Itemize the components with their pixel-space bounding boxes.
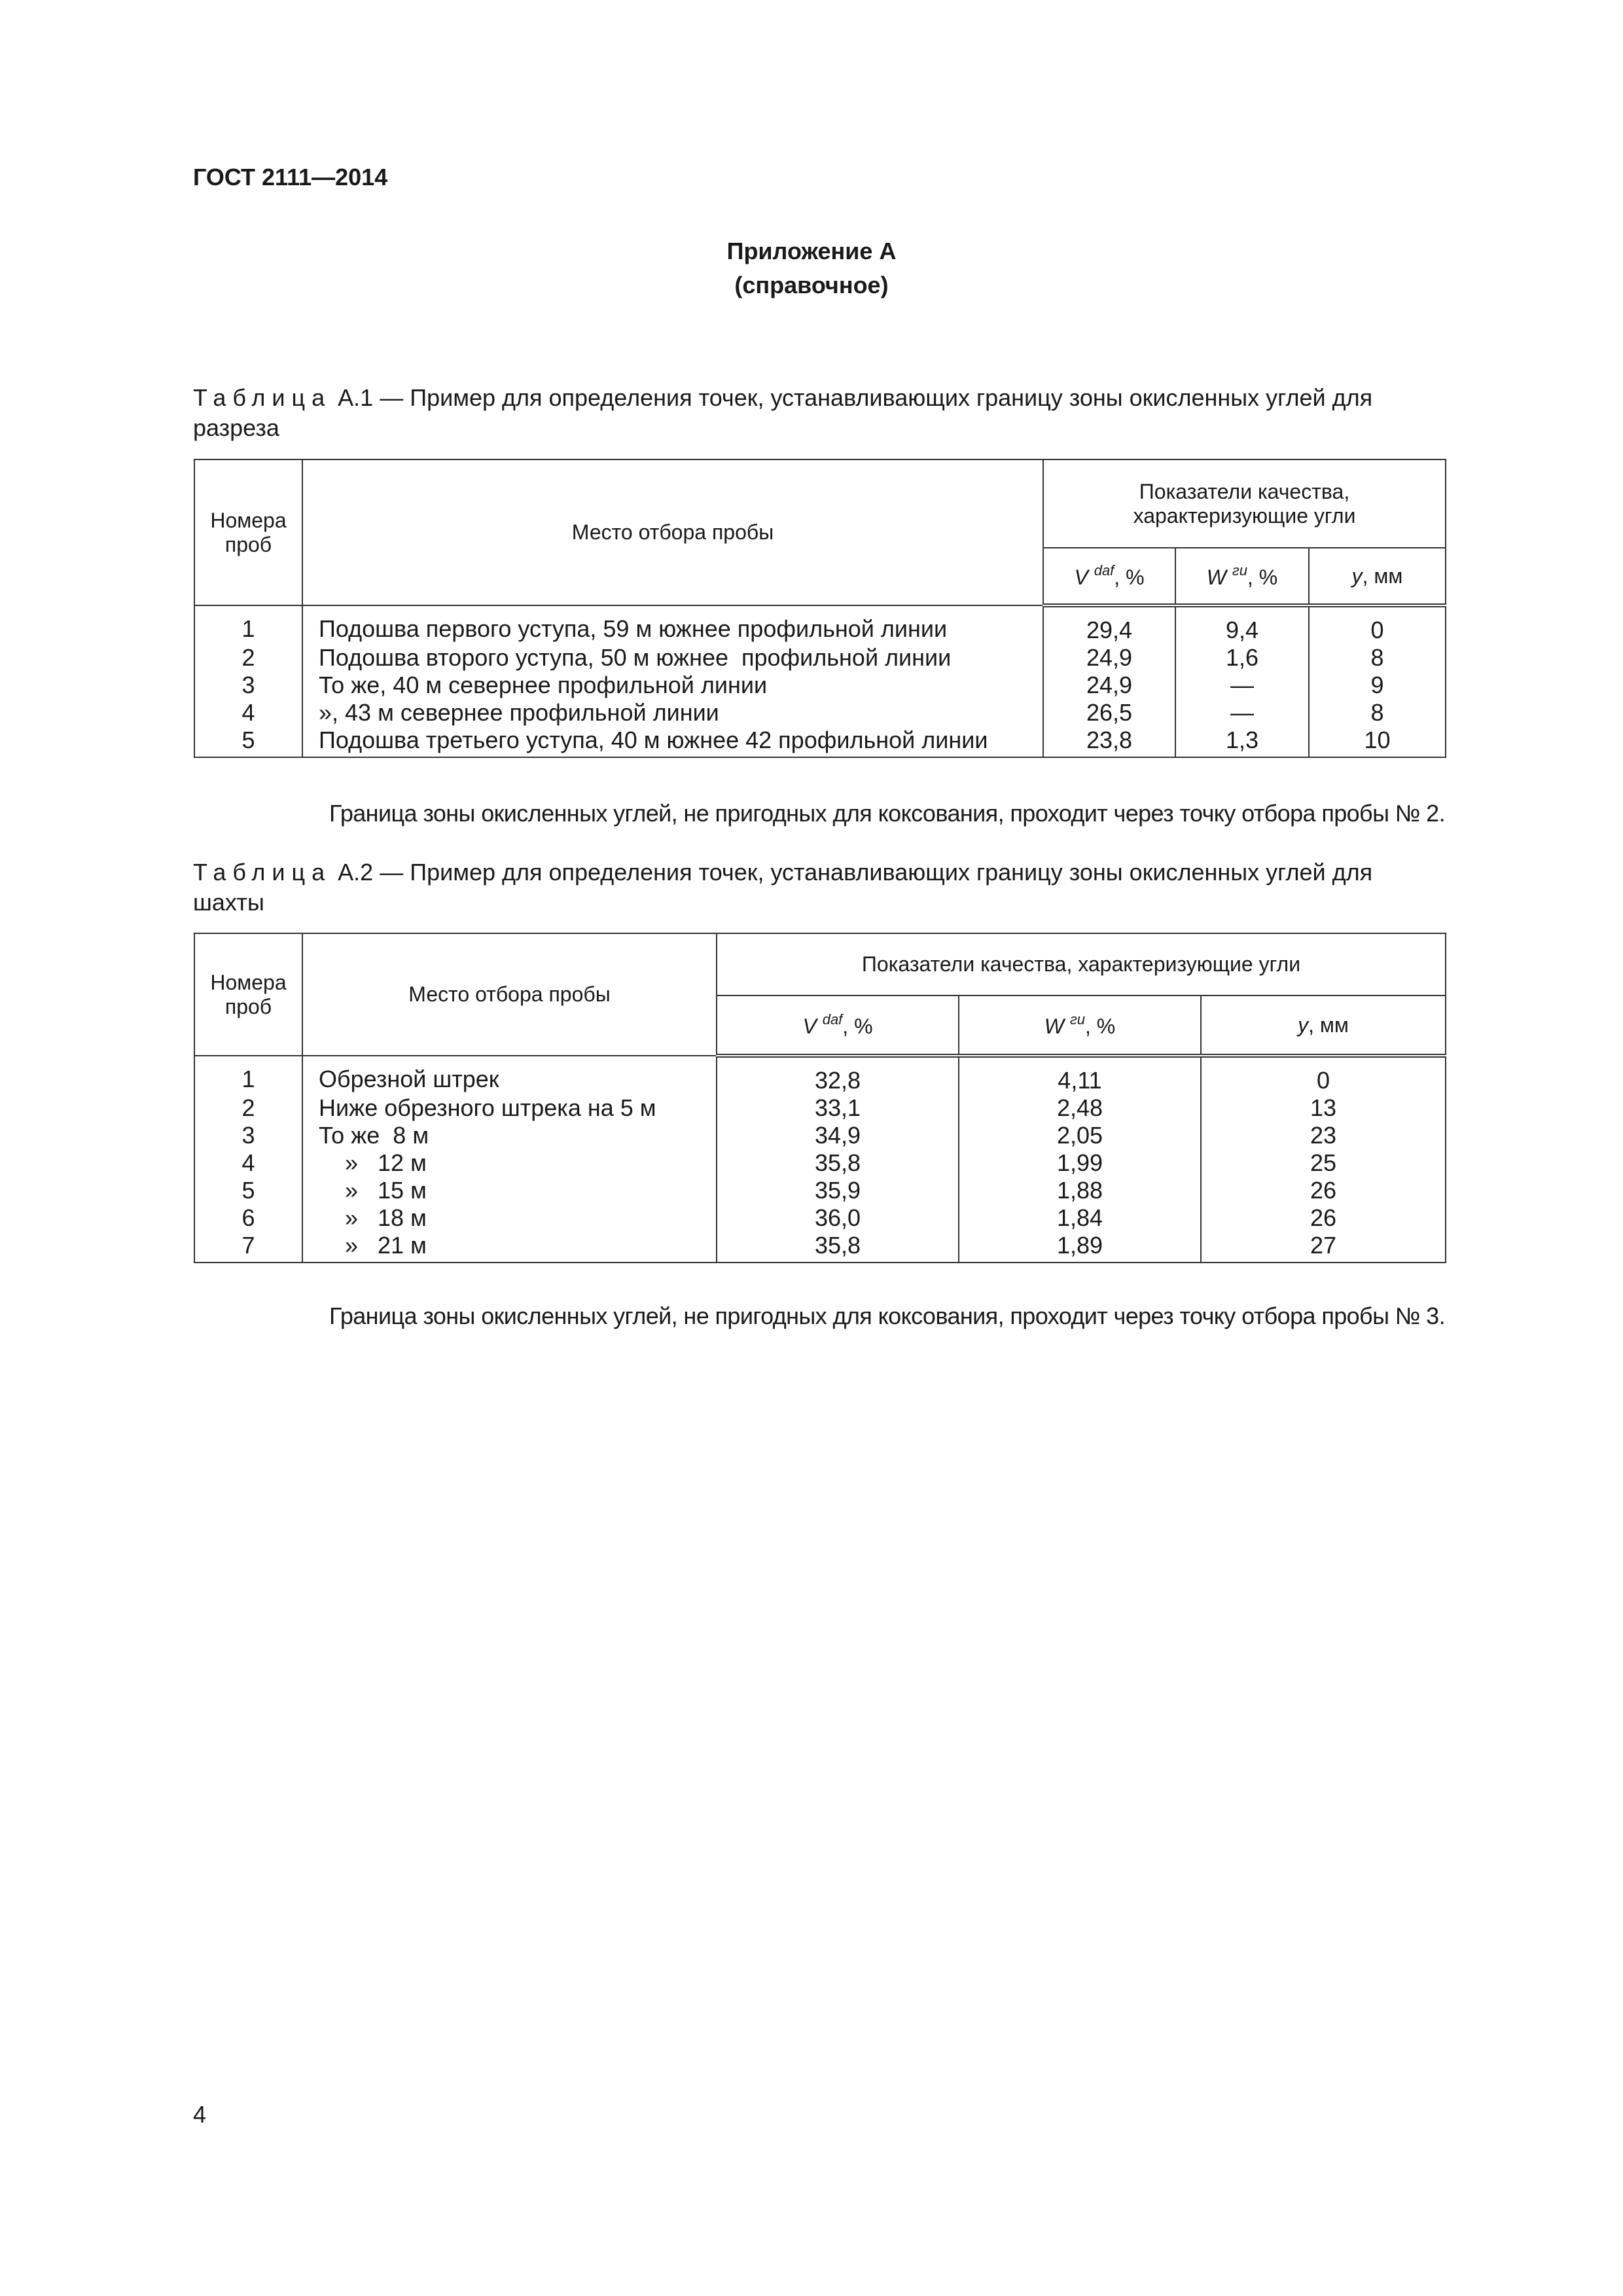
cell-y: 8 [1309,644,1446,672]
cell-w: 1,84 [959,1204,1201,1232]
table-row [194,1122,1446,1149]
cell-w: — [1175,672,1309,699]
cell-v: 24,9 [1043,672,1175,699]
appendix-title: Приложение А [726,238,897,264]
cell-y: 23 [1201,1122,1446,1149]
table2-conclusion: Граница зоны окисленных углей, не пригодных для коксования, проходит через точку отбора пробы № 3. [329,1302,1445,1329]
cell-y: 13 [1201,1094,1446,1122]
cell-w: 4,11 [959,1056,1201,1094]
cell-w: 1,3 [1175,726,1309,757]
cell-w: 1,88 [959,1177,1201,1204]
cell-v: 34,9 [717,1122,959,1149]
table-row [194,672,1446,699]
table1-header-place: Место отбора пробы [302,459,1043,605]
cell-place: » 18 м [302,1204,717,1232]
cell-v: 33,1 [717,1094,959,1122]
cell-v: 23,8 [1043,726,1175,757]
cell-v: 24,9 [1043,644,1175,672]
document-id: ГОСТ 2111—2014 [193,164,388,190]
cell-v: 26,5 [1043,699,1175,726]
appendix-heading [0,234,1623,302]
table2-header-v: V $^{daf}$, % [717,996,959,1056]
cell-num: 1 [194,1056,302,1094]
appendix-subtitle: (справочное) [734,272,889,298]
cell-num: 3 [194,672,302,699]
cell-place: » 12 м [302,1149,717,1177]
cell-w: — [1175,699,1309,726]
table2-header-y: y, мм [1201,996,1446,1056]
cell-w: 1,99 [959,1149,1201,1177]
cell-w: 1,6 [1175,644,1309,672]
cell-place: То же 8 м [302,1122,717,1149]
cell-place: То же, 40 м севернее профильной линии [302,672,1043,699]
cell-v: 35,8 [717,1232,959,1263]
cell-num: 2 [194,644,302,672]
cell-num: 4 [194,1149,302,1177]
cell-place: » 21 м [302,1232,717,1263]
cell-y: 9 [1309,672,1446,699]
cell-w: 9,4 [1175,605,1309,644]
table-row [194,1204,1446,1232]
table1 [194,459,1446,758]
cell-y: 25 [1201,1149,1446,1177]
table2-header-group: Показатели качества, характеризующие угли [717,933,1446,996]
cell-place: Подошва второго уступа, 50 м южнее профильной линии [302,644,1043,672]
cell-v: 35,9 [717,1177,959,1204]
table1-conclusion: Граница зоны окисленных углей, не пригодных для коксования, проходит через точку отбора пробы № 2. [329,800,1445,827]
cell-num: 7 [194,1232,302,1263]
cell-place: » 15 м [302,1177,717,1204]
table1-caption-text: А.1 — Пример для определения точек, устанавливающих границу зоны окисленных углей для разреза [193,384,1373,441]
cell-y: 26 [1201,1204,1446,1232]
table-row [194,1094,1446,1122]
cell-y: 26 [1201,1177,1446,1204]
cell-num: 4 [194,699,302,726]
cell-place: Подошва первого уступа, 59 м южнее профильной линии [302,605,1043,644]
table2-caption-word: Таблица [193,859,332,886]
table1-caption-word: Таблица [193,384,332,411]
cell-num: 1 [194,605,302,644]
cell-num: 5 [194,1177,302,1204]
cell-y: 0 [1201,1056,1446,1094]
table2-caption [193,857,1443,918]
cell-place: Подошва третьего уступа, 40 м южнее 42 профильной линии [302,726,1043,757]
cell-w: 2,05 [959,1122,1201,1149]
cell-w: 1,89 [959,1232,1201,1263]
table2-header-place: Место отбора пробы [302,933,717,1056]
cell-num: 3 [194,1122,302,1149]
table-row [194,1056,1446,1094]
table-row [194,1232,1446,1263]
cell-v: 36,0 [717,1204,959,1232]
table1-header-v: V $^{daf}$, % [1043,548,1175,605]
cell-y: 0 [1309,605,1446,644]
cell-w: 2,48 [959,1094,1201,1122]
table1-caption [193,383,1443,443]
table-row [194,1177,1446,1204]
table-row [194,699,1446,726]
cell-v: 32,8 [717,1056,959,1094]
cell-place: Обрезной штрек [302,1056,717,1094]
cell-num: 6 [194,1204,302,1232]
table1-header-num: Номера проб [194,459,302,605]
cell-num: 5 [194,726,302,757]
table2 [194,933,1446,1263]
cell-v: 29,4 [1043,605,1175,644]
table1-header-y: y, мм [1309,548,1446,605]
cell-place: », 43 м севернее профильной линии [302,699,1043,726]
cell-v: 35,8 [717,1149,959,1177]
cell-y: 10 [1309,726,1446,757]
table2-header-num: Номера проб [194,933,302,1056]
table-row [194,1149,1446,1177]
table2-caption-text: А.2 — Пример для определения точек, устанавливающих границу зоны окисленных углей для шахты [193,859,1373,916]
cell-y: 8 [1309,699,1446,726]
cell-y: 27 [1201,1232,1446,1263]
table-row [194,644,1446,672]
table1-header-group: Показатели качества, характеризующие угли [1043,459,1446,548]
cell-place: Ниже обрезного штрека на 5 м [302,1094,717,1122]
table-row [194,726,1446,757]
table-row [194,605,1446,644]
table2-header-w: W $^{ги}$, % [959,996,1201,1056]
cell-num: 2 [194,1094,302,1122]
table1-header-w: W $^{ги}$, % [1175,548,1309,605]
page-number: 4 [193,2101,207,2128]
